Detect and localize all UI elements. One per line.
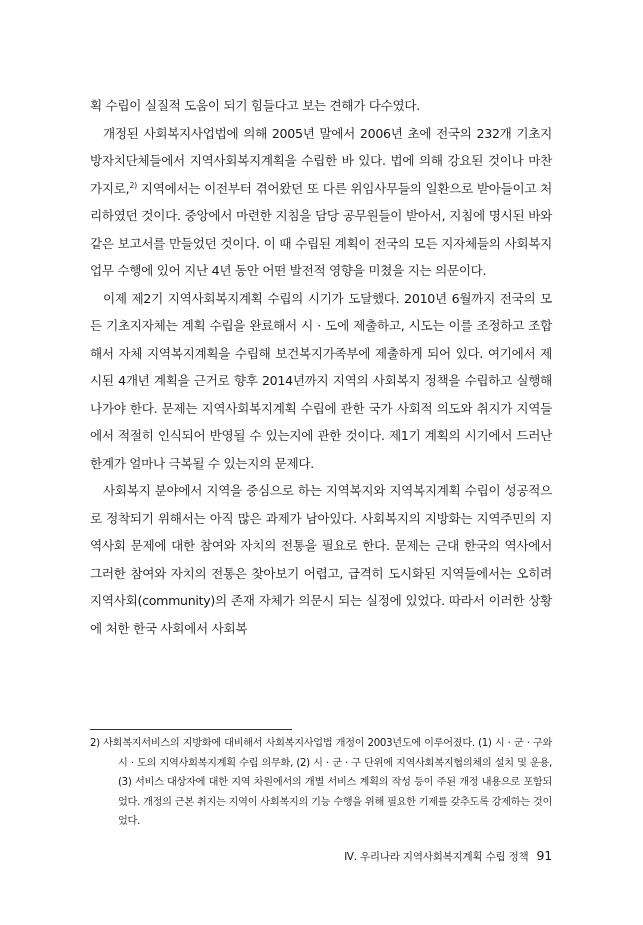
footnote-marker: 2) — [90, 738, 100, 749]
footnote-text: 사회복지서비스의 지방화에 대비해서 사회복지사업법 개정이 2003년도에 이루어졌다. (1) 시 · 군 · 구와 시 · 도의 지역사회복지계획 수립 의무화, (2) 시 · 군 · 구 단위에 지역사회복지협의체의 설치 및 운용, (3) 서비스 대상자에 대한 지역 차원에서의 개별 서비스 계획의 작성 등이 주된 개정 내용으로 포함되었다. 개정의 근본 취지는 지역이 사회복지의 기능 수행을 위해 필요한 기제를 갖추도록 강제하는 것이었다. — [103, 738, 552, 828]
running-footer-chapter: Ⅳ. 우리나라 지역사회복지계획 수립 정책 — [344, 851, 529, 863]
paragraph-localization: 사회복지 분야에서 지역을 중심으로 하는 지역복지와 지역복지계획 수립이 성공적으로 정착되기 위해서는 아직 많은 과제가 남아있다. 사회복지의 지방화는 지역주민의 지역사회 문제에 대한 참여와 자치의 전통을 필요로 한다. 문제는 근대 한국의 역사에서 그러한 참여와 자치의 전통은 찾아보기 어렵고, 급격히 도시화된 지역들에서는 오히려 지역사회(community)의 존재 자체가 의문시 되는 실정에 있었다. 따라서 이러한 상황에 처한 한국 사회에서 사회복 — [90, 483, 552, 636]
footnote-reference[interactable]: 2) — [129, 180, 137, 190]
main-text — [90, 92, 552, 642]
paragraph-continued: 획 수립이 실질적 도움이 되기 힘들다고 보는 견해가 다수였다. — [90, 98, 420, 113]
paragraph-revised-law — [90, 120, 552, 285]
footnote — [90, 734, 552, 832]
paragraph-second-period: 이제 제2기 지역사회복지계획 수립의 시기가 도달했다. 2010년 6월까지 전국의 모든 기초지자체는 계획 수립을 완료해서 시 · 도에 제출하고, 시도는 이를 조정하고 조합해서 자체 지역복지계획을 수립해 보건복지가족부에 제출하게 되어 있다. 여기에서 제시된 4개년 계획을 근거로 향후 2014년까지 지역의 사회복지 정책을 수립하고 실행해 나가야 한다. 문제는 지역사회복지계획 수립에 관한 국가 사회적 의도와 취지가 지역들에서 적절히 인식되어 반영될 수 있는지에 관한 것이다. 제1기 계획의 시기에서 드러난 한계가 얼마나 극복될 수 있는지의 문제다. — [90, 290, 552, 471]
footnote-divider — [90, 729, 292, 730]
paragraph-text: 개정된 사회복지사업법에 의해 2005년 말에서 2006년 초에 전국의 232개 기초지방자치단체들에서 지역사회복지계획을 수립한 바 있다. 법에 의해 강요된 것이나 마찬가지로, — [90, 125, 552, 196]
paragraph-text: 지역에서는 이전부터 겪어왔던 또 다른 위임사무들의 일환으로 받아들이고 처리하였던 것이다. 중앙에서 마련한 지침을 담당 공무원들이 받아서, 지침에 명시된 바와 같은 보고서를 만들었던 것이다. 이 때 수립된 계획이 전국의 모든 지자체들의 사회복지 업무 수행에 있어 지난 4년 동안 어떤 발전적 영향을 미쳤을 지는 의문이다. — [90, 180, 552, 278]
page-footer — [344, 848, 552, 864]
page-number: 91 — [536, 848, 552, 863]
